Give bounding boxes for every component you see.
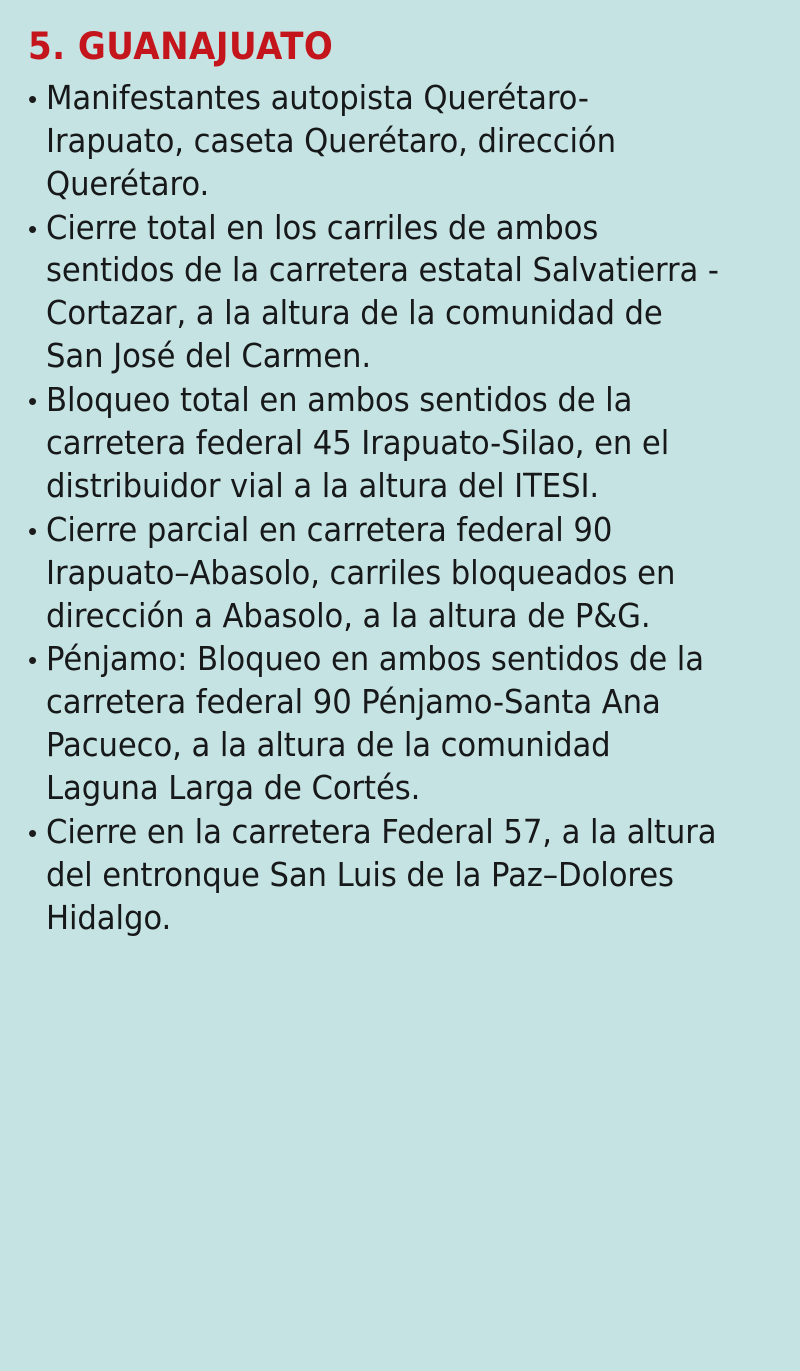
bullet-icon: • — [28, 645, 38, 676]
list-item-text: Cierre en la carretera Federal 57, a la altura del entronque San Luis de la Paz–Dolores Hidalgo. — [46, 811, 717, 937]
list-item-text: Manifestantes autopista Querétaro-Irapuato, caseta Querétaro, dirección Querétaro. — [46, 77, 616, 203]
bullet-icon: • — [28, 213, 38, 244]
list-item-text: Cierre parcial en carretera federal 90 Irapuato–Abasolo, carriles bloqueados en dirección a Abasolo, a la altura de P&G. — [46, 509, 676, 635]
list-item-text: Cierre total en los carriles de ambos sentidos de la carretera estatal Salvatierra -Cortazar, a la altura de la comunidad de San José del Carmen. — [46, 207, 719, 376]
list-item — [28, 379, 770, 508]
list-item — [28, 638, 770, 810]
page-title: 5. GUANAJUATO — [28, 25, 334, 68]
list-item — [28, 77, 770, 206]
list-item-text: Pénjamo: Bloqueo en ambos sentidos de la carretera federal 90 Pénjamo-Santa Ana Pacueco, a la altura de la comunidad Laguna Larga de Cortés. — [46, 639, 704, 808]
blockade-list — [28, 77, 770, 940]
bullet-icon: • — [28, 83, 38, 114]
bullet-icon: • — [28, 515, 38, 546]
list-item — [28, 509, 770, 638]
list-item — [28, 811, 770, 940]
list-item-text: Bloqueo total en ambos sentidos de la carretera federal 45 Irapuato-Silao, en el distribuidor vial a la altura del ITESI. — [46, 380, 670, 505]
bullet-icon: • — [28, 817, 38, 848]
list-item — [28, 207, 770, 379]
bullet-icon: • — [28, 386, 38, 417]
